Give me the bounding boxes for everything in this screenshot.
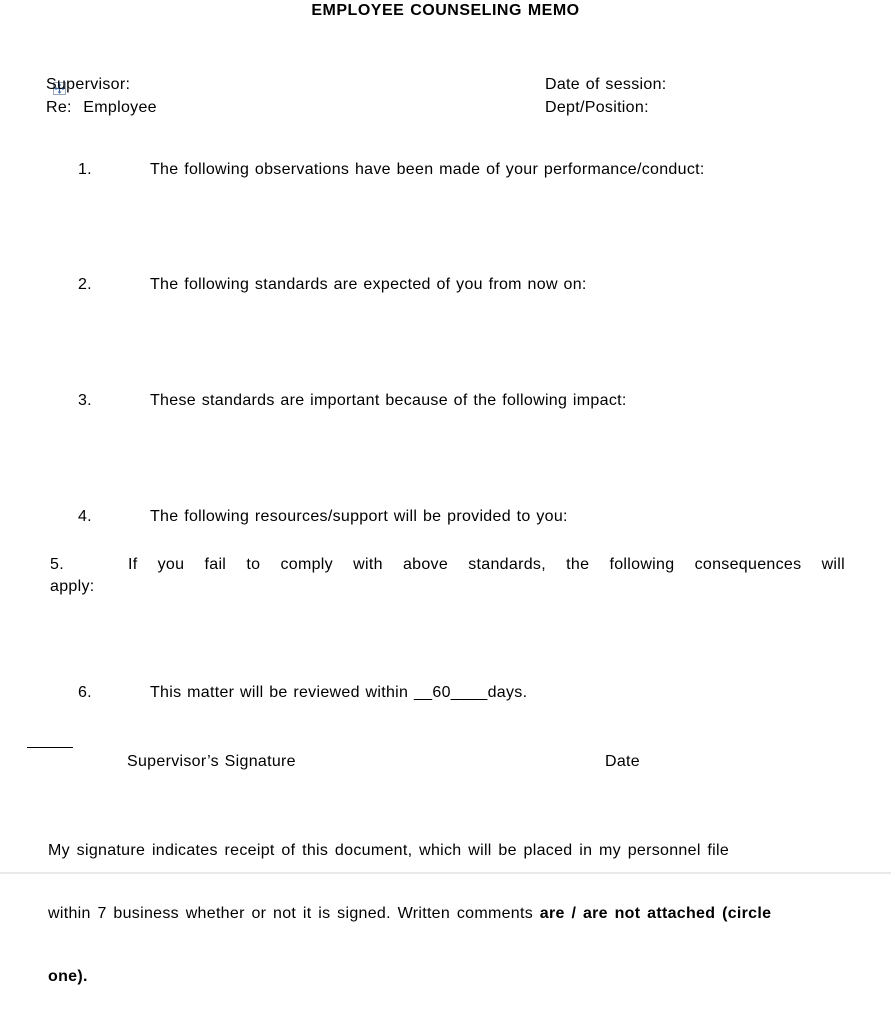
list-item-4	[55, 484, 568, 550]
signature-line	[27, 747, 73, 748]
list-item-3	[55, 368, 627, 434]
date-of-session-label: Date of session:	[545, 76, 667, 93]
item-5-number: 5.	[50, 556, 64, 573]
supervisor-signature-label: Supervisor’s Signature	[127, 753, 296, 770]
item-6-number: 6.	[77, 684, 92, 701]
item-1-number: 1.	[77, 161, 92, 178]
footer-line-2	[48, 903, 858, 924]
item-4-text: The following resources/support will be provided to you:	[149, 508, 568, 525]
re-employee-label: Re: Employee	[46, 99, 157, 116]
item-5-text-line1: If you fail to comply with above standards, the following consequences will	[127, 556, 845, 573]
footer-line-2-bold: are / are not attached (circle	[539, 905, 772, 922]
list-item-6	[55, 660, 527, 726]
item-2-text: The following standards are expected of you from now on:	[149, 276, 587, 293]
list-item-5-line2: apply:	[50, 578, 95, 595]
list-item-1	[55, 137, 705, 203]
date-label: Date	[605, 753, 640, 770]
footer-acknowledgement	[48, 798, 858, 1029]
page-title: EMPLOYEE COUNSELING MEMO	[311, 2, 580, 19]
item-2-number: 2.	[77, 276, 92, 293]
dept-position-label: Dept/Position:	[545, 99, 649, 116]
footer-line-1: My signature indicates receipt of this document, which will be placed in my personnel file	[48, 842, 730, 859]
item-4-number: 4.	[77, 508, 92, 525]
item-6-text: This matter will be reviewed within __60____days.	[149, 684, 528, 701]
list-item-2	[55, 252, 587, 318]
footer-line-3: one).	[48, 968, 88, 985]
footer-line-2-regular: within 7 business whether or not it is signed. Written comments	[48, 905, 540, 922]
list-item-5-line1	[50, 554, 845, 576]
item-3-text: These standards are important because of the following impact:	[149, 392, 627, 409]
table-move-handle-icon[interactable]	[30, 82, 43, 95]
item-3-number: 3.	[77, 392, 92, 409]
item-1-text: The following observations have been made of your performance/conduct:	[149, 161, 705, 178]
supervisor-label: Supervisor:	[46, 76, 131, 93]
